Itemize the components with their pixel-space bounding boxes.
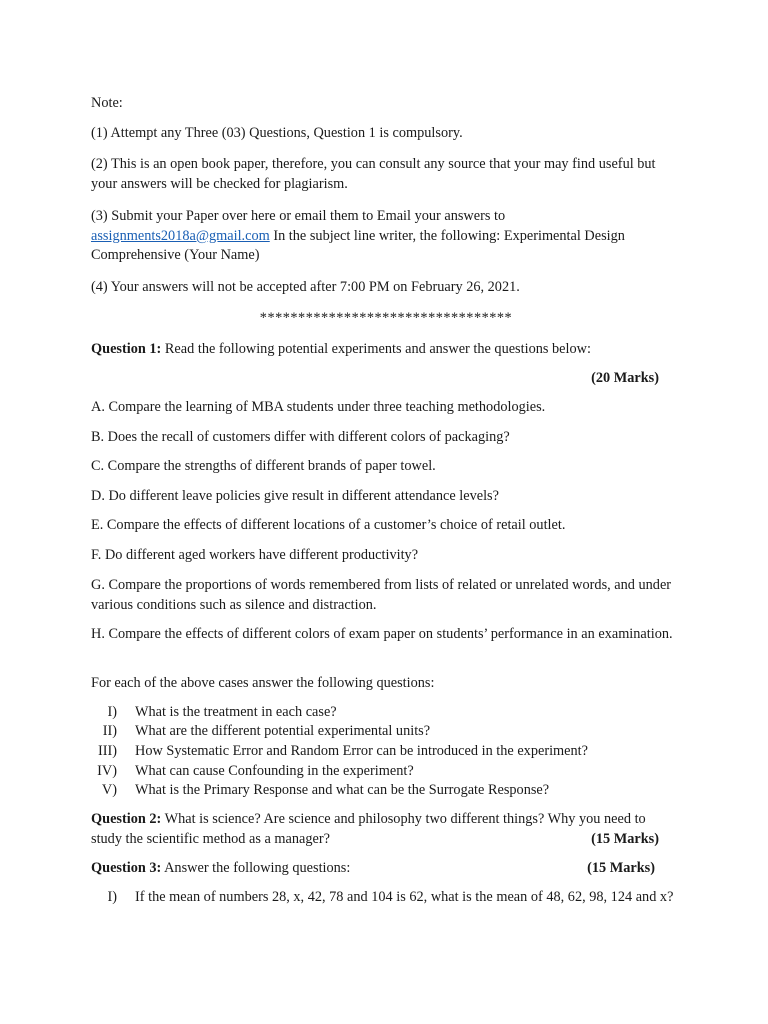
email-link[interactable]: assignments2018a@gmail.com — [91, 227, 270, 244]
note-item-3-subject: In the subject line writer, the following: Experimental Design Comprehensive (Your Name) — [91, 227, 625, 263]
subquestion-item — [97, 742, 675, 762]
subquestion-item — [102, 722, 675, 742]
question-2-line-1 — [91, 810, 683, 830]
case-c: C. Compare the strengths of different brands of paper towel. — [91, 458, 436, 474]
case-f: F. Do different aged workers have different productivity? — [91, 547, 419, 563]
question-1-label: Question 1: — [91, 341, 162, 357]
question-3-intro — [91, 859, 655, 879]
question-2-marks: (15 Marks) — [591, 830, 659, 847]
note-item-1: (1) Attempt any Three (03) Questions, Question 1 is compulsory. — [91, 125, 463, 141]
subquestion-number: II) — [102, 723, 117, 739]
subquestion-text: If the mean of numbers 28, x, 42, 78 and 104 is 62, what is the mean of 48, 62, 98, 124 and x? — [135, 889, 674, 905]
subquestion-number: V) — [101, 782, 117, 798]
case-d: D. Do different leave policies give result in different attendance levels? — [91, 488, 499, 504]
note-item-3-text: (3) Submit your Paper over here or email them to Email your answers to — [91, 208, 506, 224]
question-2 — [91, 810, 683, 849]
question-1-text: Read the following potential experiments and answer the questions below: — [164, 341, 591, 357]
subquestion-text: How Systematic Error and Random Error can be introduced in the experiment? — [135, 743, 588, 759]
case-b: B. Does the recall of customers differ with different colors of packaging? — [91, 429, 510, 445]
subquestion-text: What is the treatment in each case? — [135, 704, 337, 720]
note-item-3 — [91, 207, 681, 266]
subquestion-text: What is the Primary Response and what can be the Surrogate Response? — [135, 782, 550, 798]
subquestion-number: I) — [107, 889, 117, 905]
question-3-heading — [91, 859, 350, 879]
case-h: H. Compare the effects of different colors of exam paper on students’ performance in an examination. — [91, 626, 673, 642]
note-item-2: (2) This is an open book paper, therefore, you can consult any source that your may find useful but your answers will be checked for plagiarism. — [91, 156, 656, 192]
separator: ********************************* — [259, 310, 513, 326]
question-3-marks: (15 Marks) — [587, 860, 655, 876]
question-3-subquestion — [107, 888, 675, 908]
note-heading: Note: — [91, 95, 123, 111]
subquestion-text: What are the different potential experimental units? — [135, 723, 431, 739]
question-2-line-2 — [91, 830, 659, 850]
note-item-4: (4) Your answers will not be accepted after 7:00 PM on February 26, 2021. — [91, 279, 520, 295]
question-3-label: Question 3: — [91, 860, 162, 876]
subquestion-number: I) — [107, 704, 117, 720]
case-g: G. Compare the proportions of words remembered from lists of related or unrelated words, and under various conditions such as silence and distraction. — [91, 577, 672, 613]
question-1-marks: (20 Marks) — [591, 370, 659, 386]
case-a: A. Compare the learning of MBA students under three teaching methodologies. — [91, 399, 546, 415]
case-e: E. Compare the effects of different locations of a customer’s choice of retail outlet. — [91, 517, 566, 533]
subquestion-item — [97, 762, 675, 782]
question-2-text-continued: study the scientific method as a manager? — [91, 830, 330, 847]
subquestion-number: IV) — [97, 763, 117, 779]
question-2-text: What is science? Are science and philosophy two different things? Why you need to — [164, 811, 646, 827]
subquestion-item — [101, 781, 675, 801]
question-1-instruction: For each of the above cases answer the following questions: — [91, 675, 435, 691]
question-3-text: Answer the following questions: — [164, 860, 351, 876]
question-1-intro — [91, 340, 681, 360]
question-2-label: Question 2: — [91, 811, 162, 827]
subquestion-text: What can cause Confounding in the experiment? — [135, 763, 414, 779]
subquestion-number: III) — [97, 743, 117, 759]
subquestion-item — [107, 703, 675, 723]
